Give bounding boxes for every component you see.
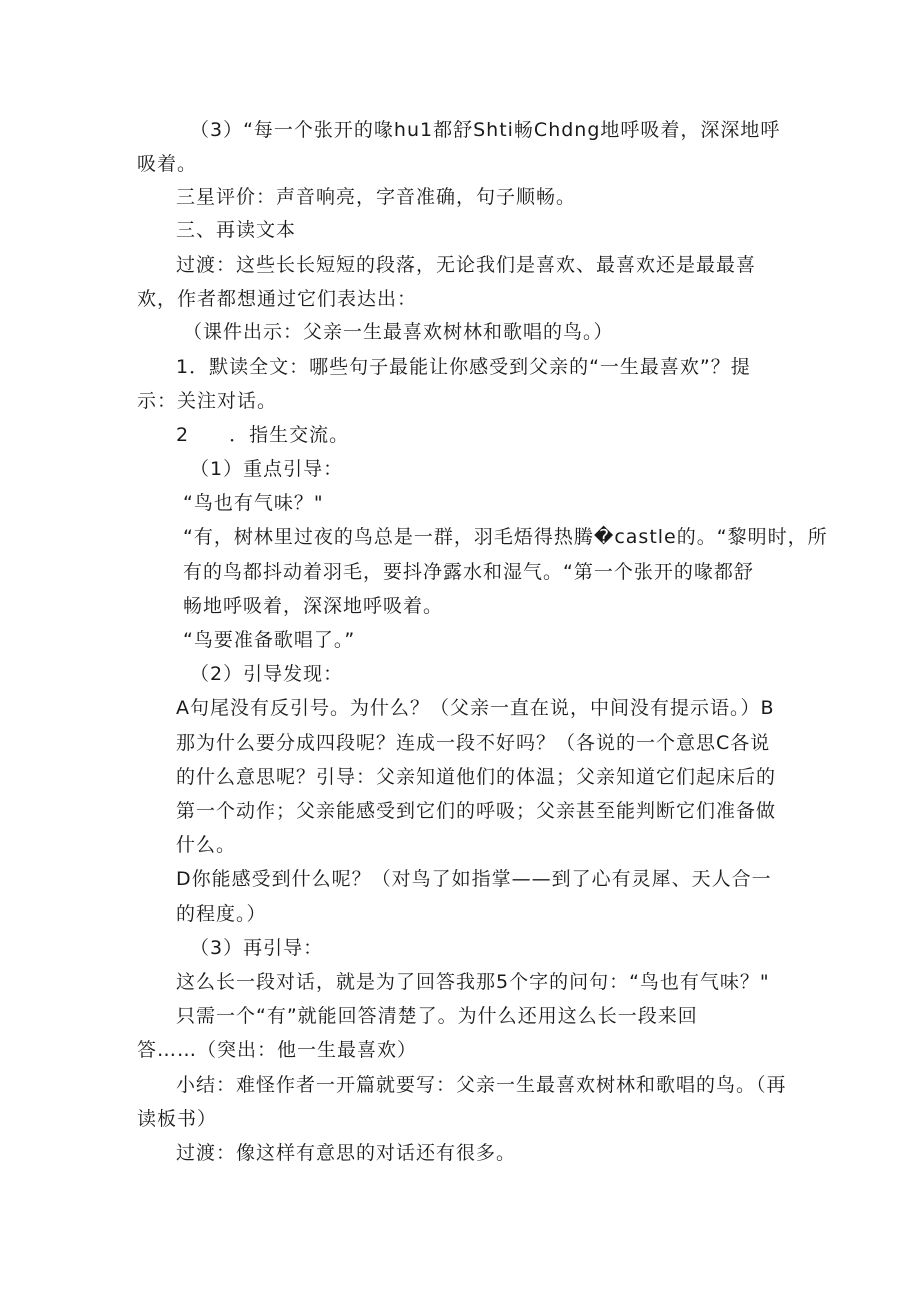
text-line: 1．默读全文：哪些句子最能让你感受到父亲的“一生最喜欢”？提 — [176, 356, 751, 378]
text-line: “鸟也有气味？" — [183, 492, 324, 514]
text-line: 第一个动作；父亲能感受到它们的呼吸；父亲甚至能判断它们准备做 — [176, 800, 777, 822]
text-line: D你能感受到什么呢？（对鸟了如指掌——到了心有灵犀、天人合一 — [176, 868, 772, 890]
text-line: 欢，作者都想通过它们表达出： — [137, 288, 418, 310]
text-line: 有的鸟都抖动着羽毛，要抖净露水和湿气。“第一个张开的喙都舒 — [183, 561, 754, 583]
text-line: 读板书） — [137, 1108, 218, 1130]
text-line: 三星评价：声音响亮，字音准确，句子顺畅。 — [176, 186, 577, 208]
text-line: 小结：难怪作者一开篇就要写：父亲一生最喜欢树林和歌唱的鸟。（再 — [176, 1074, 787, 1096]
text-line: 畅地呼吸着，深深地呼吸着。 — [183, 595, 444, 617]
text-line: （1）重点引导： — [190, 458, 344, 480]
text-line: 示：关注对话。 — [137, 390, 278, 412]
text-line: 过渡：像这样有意思的对话还有很多。 — [176, 1142, 517, 1164]
text-line: （课件出示：父亲一生最喜欢树林和歌唱的鸟。） — [183, 321, 614, 343]
text-line: “鸟要准备歌唱了。” — [183, 629, 356, 651]
text-line: A句尾没有反引号。为什么？（父亲一直在说，中间没有提示语。）B — [176, 697, 775, 719]
text-line: 这么长一段对话，就是为了回答我那5个字的问句：“鸟也有气味？" — [176, 971, 770, 993]
text-line: （3）“每一个张开的喙hu1都舒Shti畅Chdng地呼吸着，深深地呼 — [190, 119, 781, 141]
text-line: 只需一个“有”就能回答清楚了。为什么还用这么长一段来回 — [176, 1005, 698, 1027]
text-line: 答……（突出：他一生最喜欢） — [137, 1039, 418, 1061]
text-line: 2 ．指生交流。 — [176, 424, 350, 446]
text-line: 的什么意思呢？引导：父亲知道他们的体温；父亲知道它们起床后的 — [176, 766, 777, 788]
text-line: （3）再引导： — [190, 937, 324, 959]
text-line: 吸着。 — [137, 153, 198, 175]
text-line: “有，树林里过夜的鸟总是一群，羽毛焐得热腾�castle的。“黎明时，所 — [183, 526, 828, 548]
text-line: 的程度。） — [176, 903, 267, 925]
text-line: 过渡：这些长长短短的段落，无论我们是喜欢、最喜欢还是最最喜 — [176, 254, 757, 276]
section-heading: 三、再读文本 — [176, 219, 297, 241]
text-line: （2）引导发现： — [190, 663, 344, 685]
text-line: 那为什么要分成四段呢？连成一段不好吗？（各说的一个意思C各说 — [176, 732, 771, 754]
text-line: 什么。 — [176, 834, 237, 856]
